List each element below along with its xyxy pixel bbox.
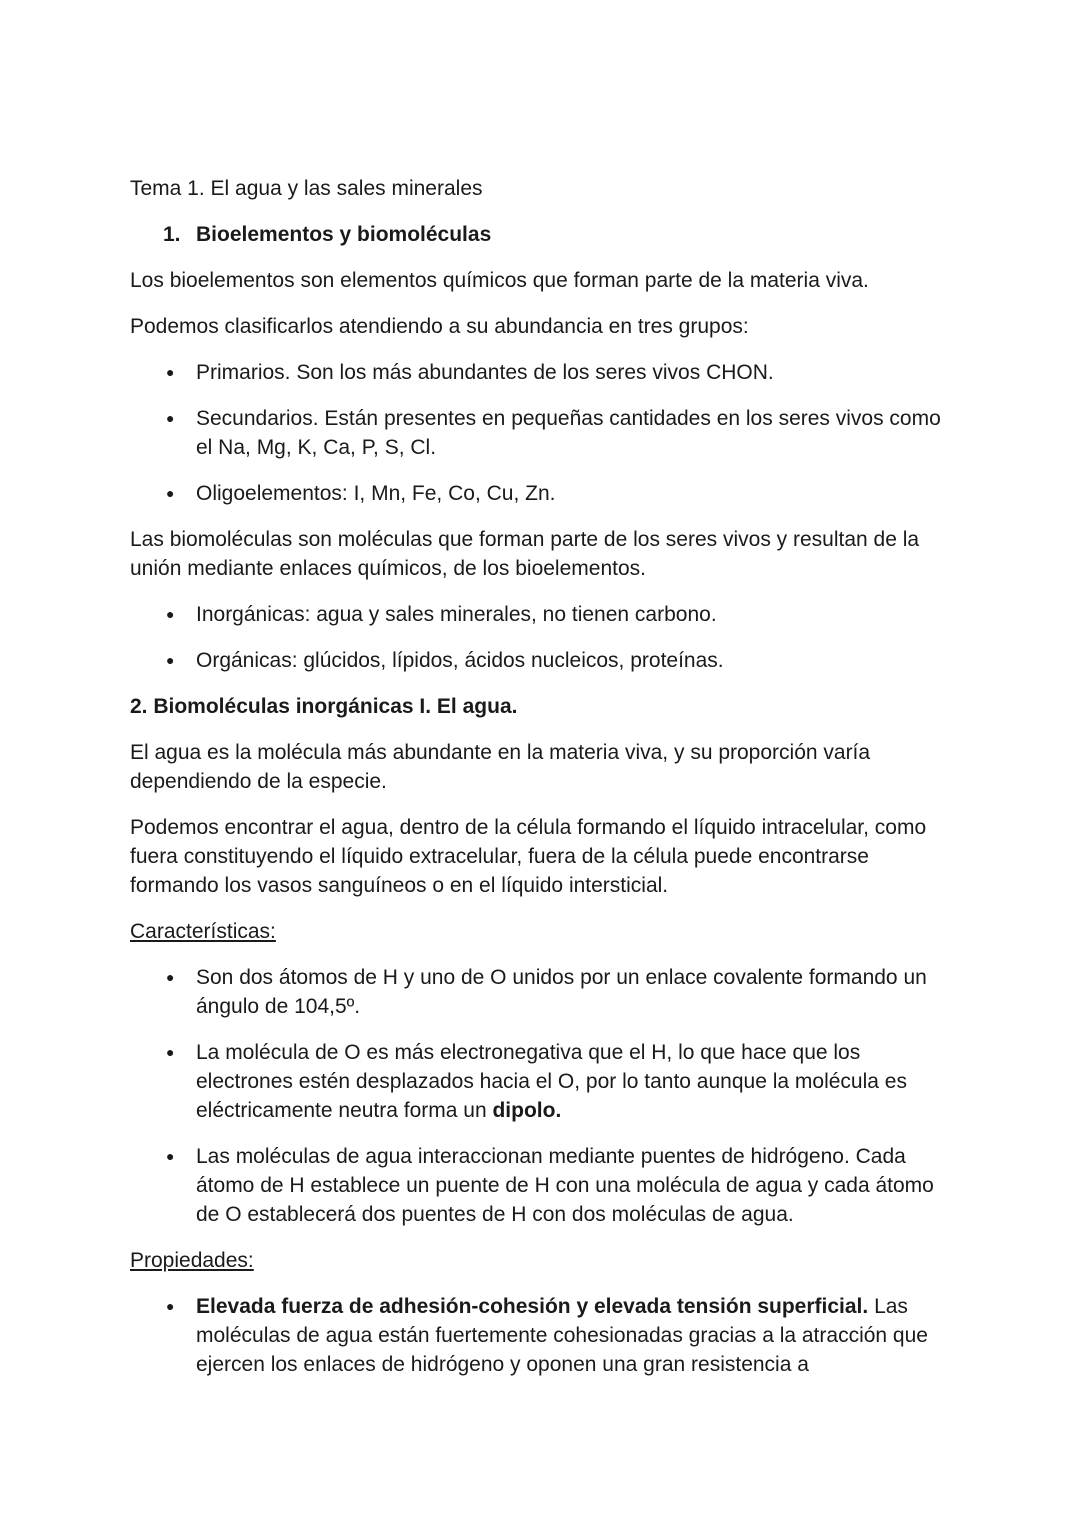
paragraph-clasificacion: Podemos clasificarlos atendiendo a su abundancia en tres grupos: — [130, 315, 749, 338]
propiedad-text: Las moléculas de agua están fuertemente cohesionadas gracias a la atracción que ejercen los enlaces de hidrógeno y oponen una gran resistencia a — [196, 1295, 928, 1376]
list-item: ● Oligoelementos: I, Mn, Fe, Co, Cu, Zn. — [130, 479, 960, 508]
paragraph-agua-abundancia: El agua es la molécula más abundante en la materia viva, y su proporción varía dependiendo de la especie. — [130, 741, 871, 793]
list-item: ● Orgánicas: glúcidos, lípidos, ácidos nucleicos, proteínas. — [130, 646, 960, 675]
list-item: ● Son dos átomos de H y uno de O unidos por un enlace covalente formando un ángulo de 104,5º. — [130, 963, 960, 1021]
caracteristicas-list — [130, 963, 960, 1229]
document-title: Tema 1. El agua y las sales minerales — [130, 177, 483, 200]
list-item: ● Primarios. Son los más abundantes de los seres vivos CHON. — [130, 358, 960, 387]
dipolo-term: dipolo. — [492, 1099, 562, 1122]
section-2-heading: 2. Biomoléculas inorgánicas I. El agua. — [130, 695, 518, 718]
list-item — [130, 1292, 960, 1379]
list-item: ● Inorgánicas: agua y sales minerales, no tienen carbono. — [130, 600, 960, 629]
paragraph-agua-ubicacion: Podemos encontrar el agua, dentro de la célula formando el líquido intracelular, como fuera constituyendo el líquido extracelular, fuera de la célula puede encontrarse formando los vasos sanguíneos o en el líquido intersticial. — [130, 816, 927, 897]
document-page — [130, 174, 960, 1396]
bioelement-groups-list — [130, 358, 960, 508]
section-1-number: 1. — [163, 223, 181, 246]
biomolecule-types-list — [130, 600, 960, 675]
list-item-text: La molécula de O es más electronegativa que el H, lo que hace que los electrones estén desplazados hacia el O, por lo tanto aunque la molécula es eléctricamente neutra forma un — [196, 1041, 907, 1122]
propiedades-heading: Propiedades: — [130, 1249, 254, 1272]
section-1-title: Bioelementos y biomoléculas — [196, 223, 492, 246]
paragraph-bioelementos-definition: Los bioelementos son elementos químicos que forman parte de la materia viva. — [130, 269, 869, 292]
list-item — [130, 1038, 960, 1125]
list-item: ● Las moléculas de agua interaccionan mediante puentes de hidrógeno. Cada átomo de H establece un puente de H con una molécula de agua y cada átomo de O establecerá dos puentes de H con dos moléculas de agua. — [130, 1142, 960, 1229]
section-1-heading — [130, 220, 960, 249]
propiedad-title: Elevada fuerza de adhesión-cohesión y elevada tensión superficial. — [196, 1295, 869, 1318]
paragraph-biomoleculas-definition: Las biomoléculas son moléculas que forman parte de los seres vivos y resultan de la unión mediante enlaces químicos, de los bioelementos. — [130, 528, 920, 580]
propiedades-list — [130, 1292, 960, 1379]
caracteristicas-heading: Características: — [130, 920, 276, 943]
list-item: ● Secundarios. Están presentes en pequeñas cantidades en los seres vivos como el Na, Mg, K, Ca, P, S, Cl. — [130, 404, 960, 462]
